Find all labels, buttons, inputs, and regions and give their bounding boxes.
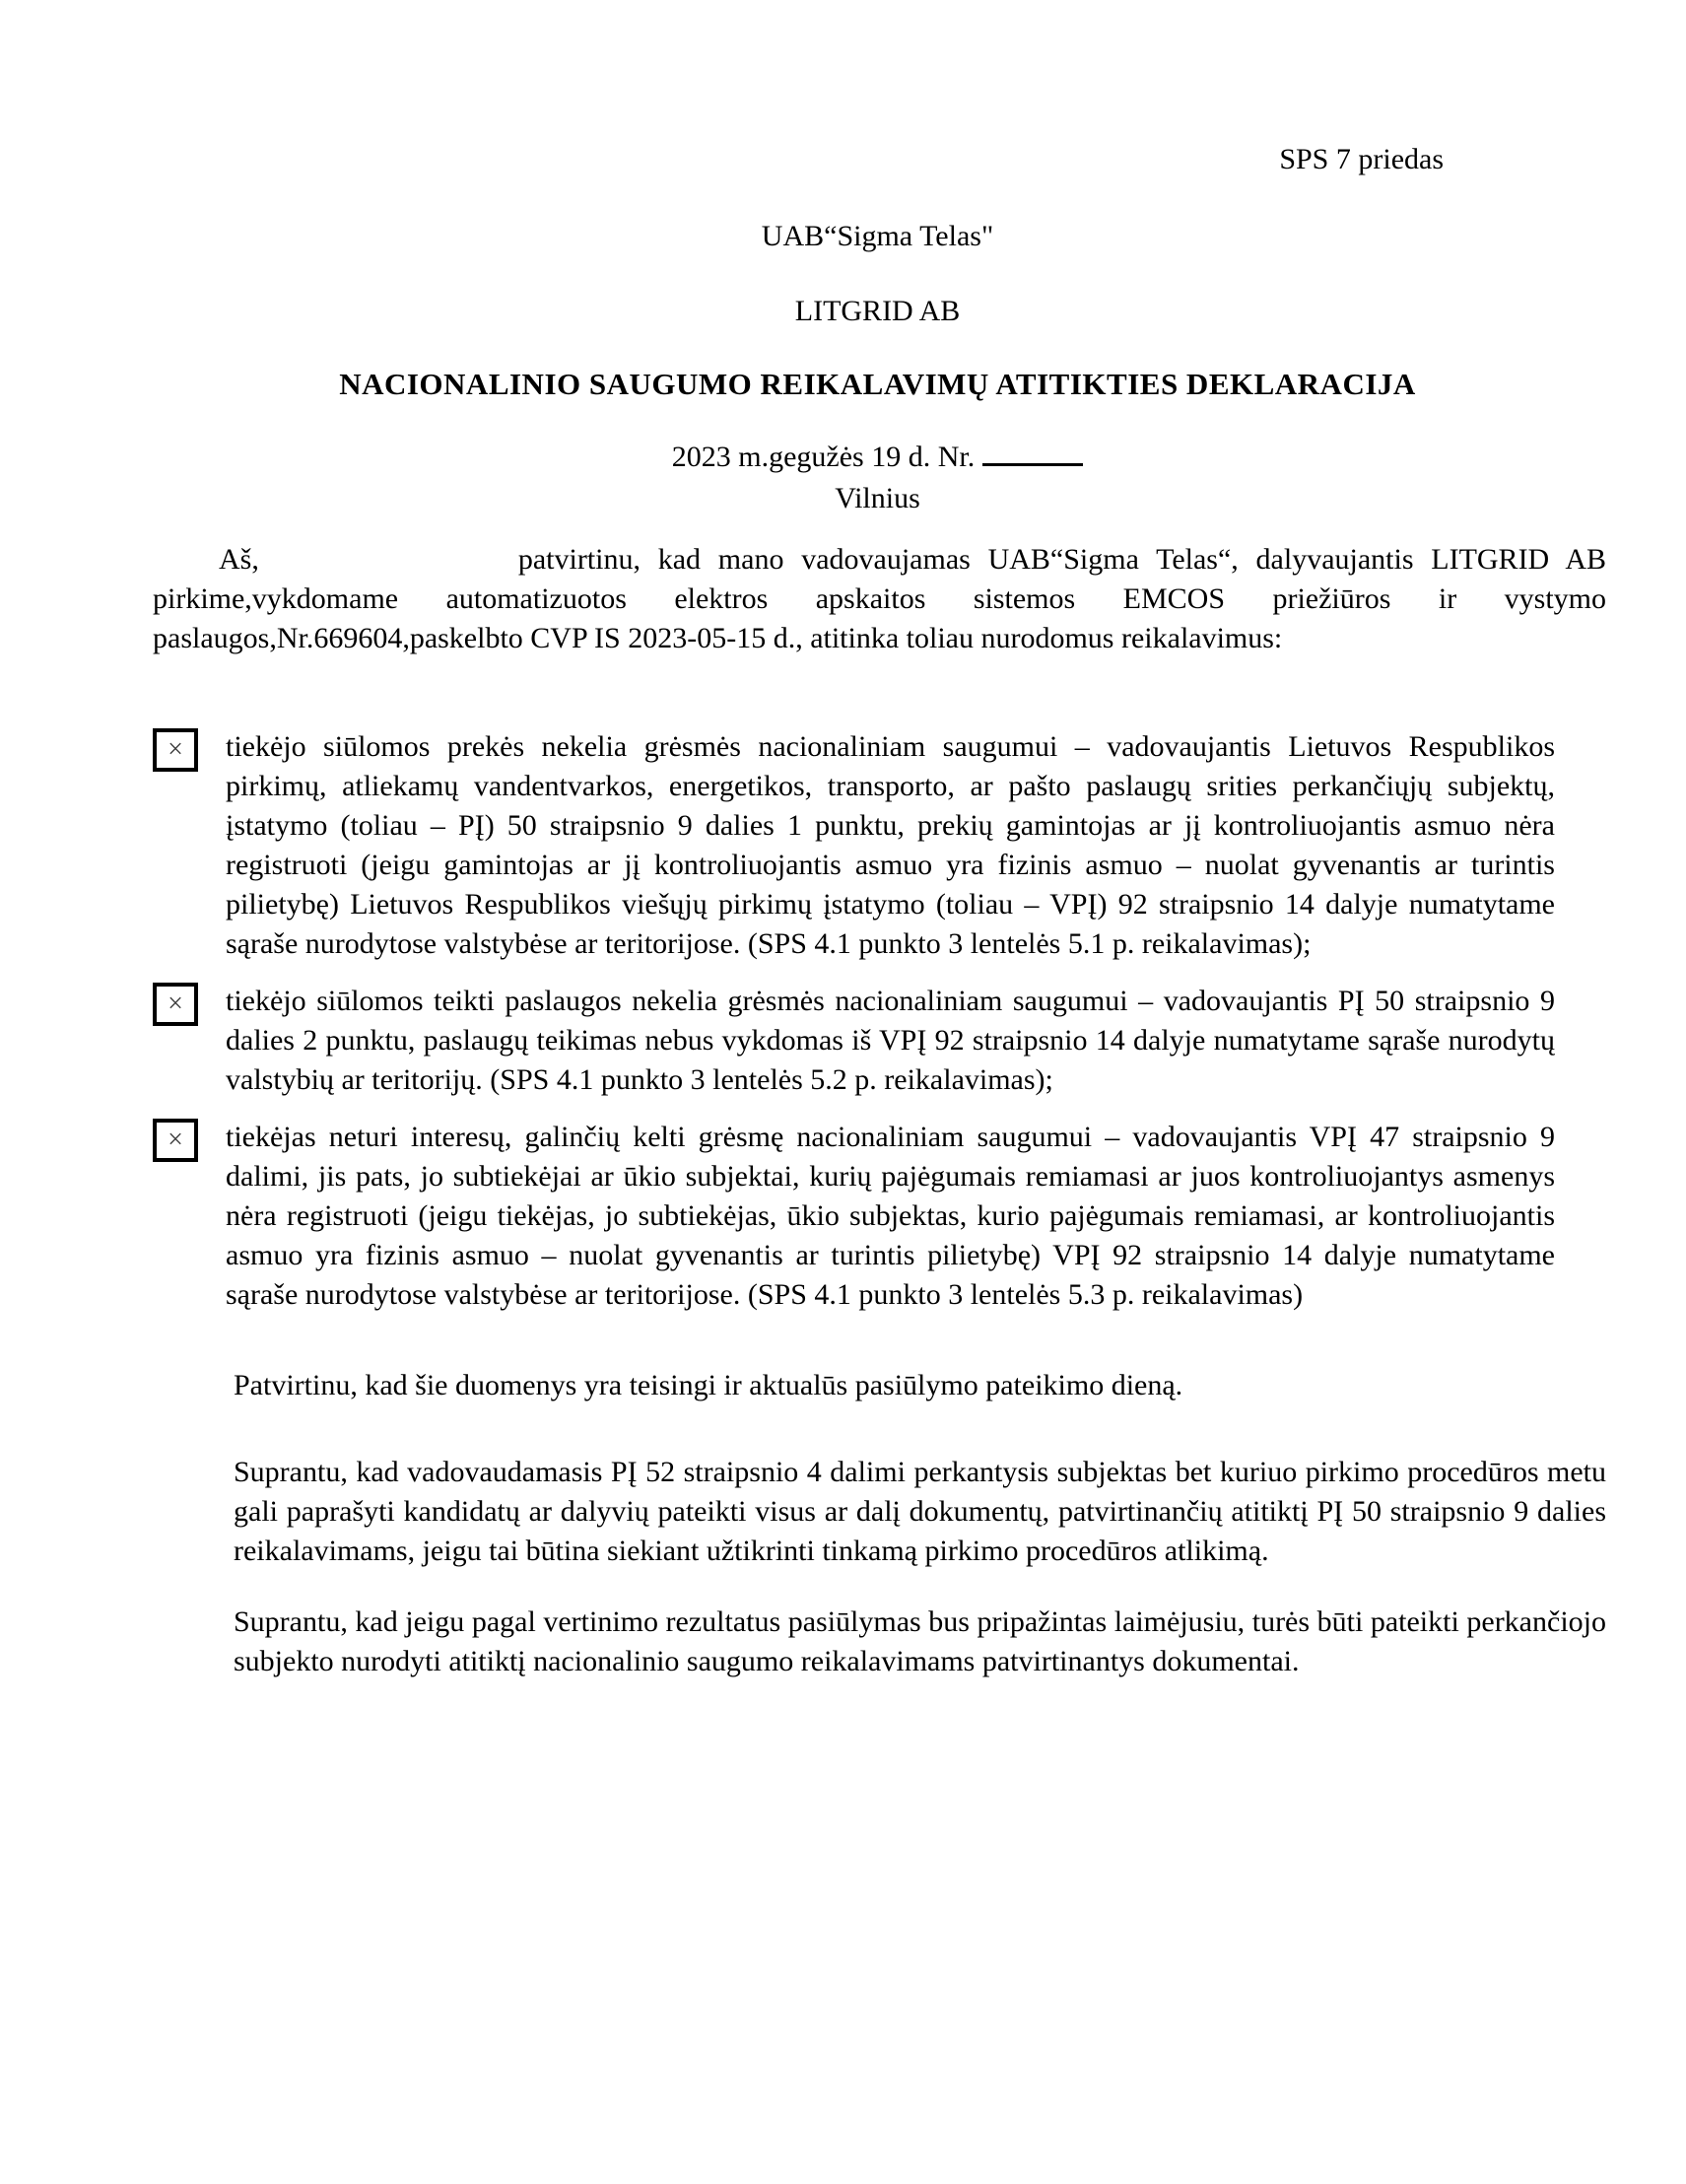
document-title: NACIONALINIO SAUGUMO REIKALAVIMŲ ATITIKTIES DEKLARACIJA bbox=[339, 367, 1416, 401]
checkbox-checked-icon[interactable] bbox=[153, 1119, 198, 1162]
organization-name: LITGRID AB bbox=[794, 295, 961, 327]
annex-label: SPS 7 priedas bbox=[1279, 143, 1444, 175]
requirement-item-3 bbox=[153, 1118, 1555, 1315]
requirement-item-2 bbox=[153, 982, 1555, 1100]
intro-paragraph bbox=[153, 540, 1606, 658]
requirement-text-2: tiekėjo siūlomos teikti paslaugos nekelia grėsmės nacionaliniam saugumui – vadovaujantis PĮ 50 straipsnio 9 dalies 2 punktu, paslaugų teikimas nebus vykdomas iš VPĮ 92 straipsnio 14 dalyje numatytame sąraše nurodytų valstybių ar teritorijų. (SPS 4.1 punkto 3 lentelės 5.2 p. reikalavimas); bbox=[226, 985, 1555, 1096]
confirmation-paragraph: Patvirtinu, kad šie duomenys yra teisingi ir aktualūs pasiūlymo pateikimo dieną. bbox=[234, 1369, 1183, 1401]
requirement-text-1: tiekėjo siūlomos prekės nekelia grėsmės nacionaliniam saugumui – vadovaujantis Lietuvos Respublikos pirkimų, atliekamų vandentvarkos, energetikos, transporto, ar pašto paslaugų srities perkančiųjų subjektų, įstatymo (toliau – PĮ) 50 straipsnio 9 dalies 1 punktu, prekių gamintojas ar jį kontroliuojantis asmuo nėra registruoti (jeigu gamintojas ar jį kontroliuojantis asmuo yra fizinis asmuo – nuolat gyvenantis ar turintis pilietybę) Lietuvos Respublikos viešųjų pirkimų įstatymo (toliau – VPĮ) 92 straipsnio 14 dalyje numatytame sąraše nurodytose valstybėse ar teritorijose. (SPS 4.1 punkto 3 lentelės 5.1 p. reikalavimas); bbox=[226, 730, 1555, 960]
x-mark-icon: × bbox=[168, 734, 183, 765]
document-number-blank-field[interactable] bbox=[982, 438, 1083, 466]
salutation-text: Aš, bbox=[219, 543, 259, 576]
company-name: UAB“Sigma Telas" bbox=[761, 220, 994, 252]
x-mark-icon: × bbox=[168, 989, 183, 1019]
checkbox-checked-icon[interactable] bbox=[153, 728, 198, 772]
date-line bbox=[0, 438, 1686, 477]
x-mark-icon: × bbox=[168, 1125, 183, 1155]
requirements-list bbox=[0, 727, 1686, 1315]
city-label: Vilnius bbox=[835, 482, 920, 514]
intro-text: patvirtinu, kad mano vadovaujamas UAB“Sigma Telas“, dalyvaujantis LITGRID AB pirkime,vykdomame automatizuotos elektros apskaitos sistemos EMCOS priežiūros ir vystymo paslaugos,Nr.669604,paskelbto CVP IS 2023-05-15 d., atitinka toliau nurodomus reikalavimus: bbox=[153, 543, 1606, 654]
requirement-text-3: tiekėjas neturi interesų, galinčių kelti grėsmę nacionaliniam saugumui – vadovaujantis VPĮ 47 straipsnio 9 dalimi, jis pats, jo subtiekėjai ar ūkio subjektai, kurių pajėgumais remiamasi ar juos kontroliuojantys asmenys nėra registruoti (jeigu tiekėjas, jo subtiekėjas, ūkio subjektas, kurio pajėgumais remiamasi, ar kontroliuojantis asmuo yra fizinis asmuo – nuolat gyvenantis ar turintis pilietybę) VPĮ 92 straipsnio 14 dalyje numatytame sąraše nurodytose valstybėse ar teritorijose. (SPS 4.1 punkto 3 lentelės 5.3 p. reikalavimas) bbox=[226, 1121, 1555, 1311]
understanding-paragraph-1: Suprantu, kad vadovaudamasis PĮ 52 straipsnio 4 dalimi perkantysis subjektas bet kuriuo pirkimo procedūros metu gali paprašyti kandidatų ar dalyvių pateikti visus ar dalį dokumentų, patvirtinančių atitiktį PĮ 50 straipsnio 9 dalies reikalavimams, jeigu tai būtina siekiant užtikrinti tinkamą pirkimo procedūros atlikimą. bbox=[234, 1456, 1606, 1567]
understanding-paragraph-2: Suprantu, kad jeigu pagal vertinimo rezultatus pasiūlymas bus pripažintas laimėjusiu, turės būti pateikti perkančiojo subjekto nurodyti atitiktį nacionalinio saugumo reikalavimams patvirtinantys dokumentai. bbox=[234, 1605, 1606, 1677]
date-text: 2023 m.gegužės 19 d. Nr. bbox=[671, 441, 976, 473]
name-blank-field[interactable] bbox=[259, 568, 518, 569]
checkbox-checked-icon[interactable] bbox=[153, 983, 198, 1026]
requirement-item-1 bbox=[153, 727, 1555, 964]
